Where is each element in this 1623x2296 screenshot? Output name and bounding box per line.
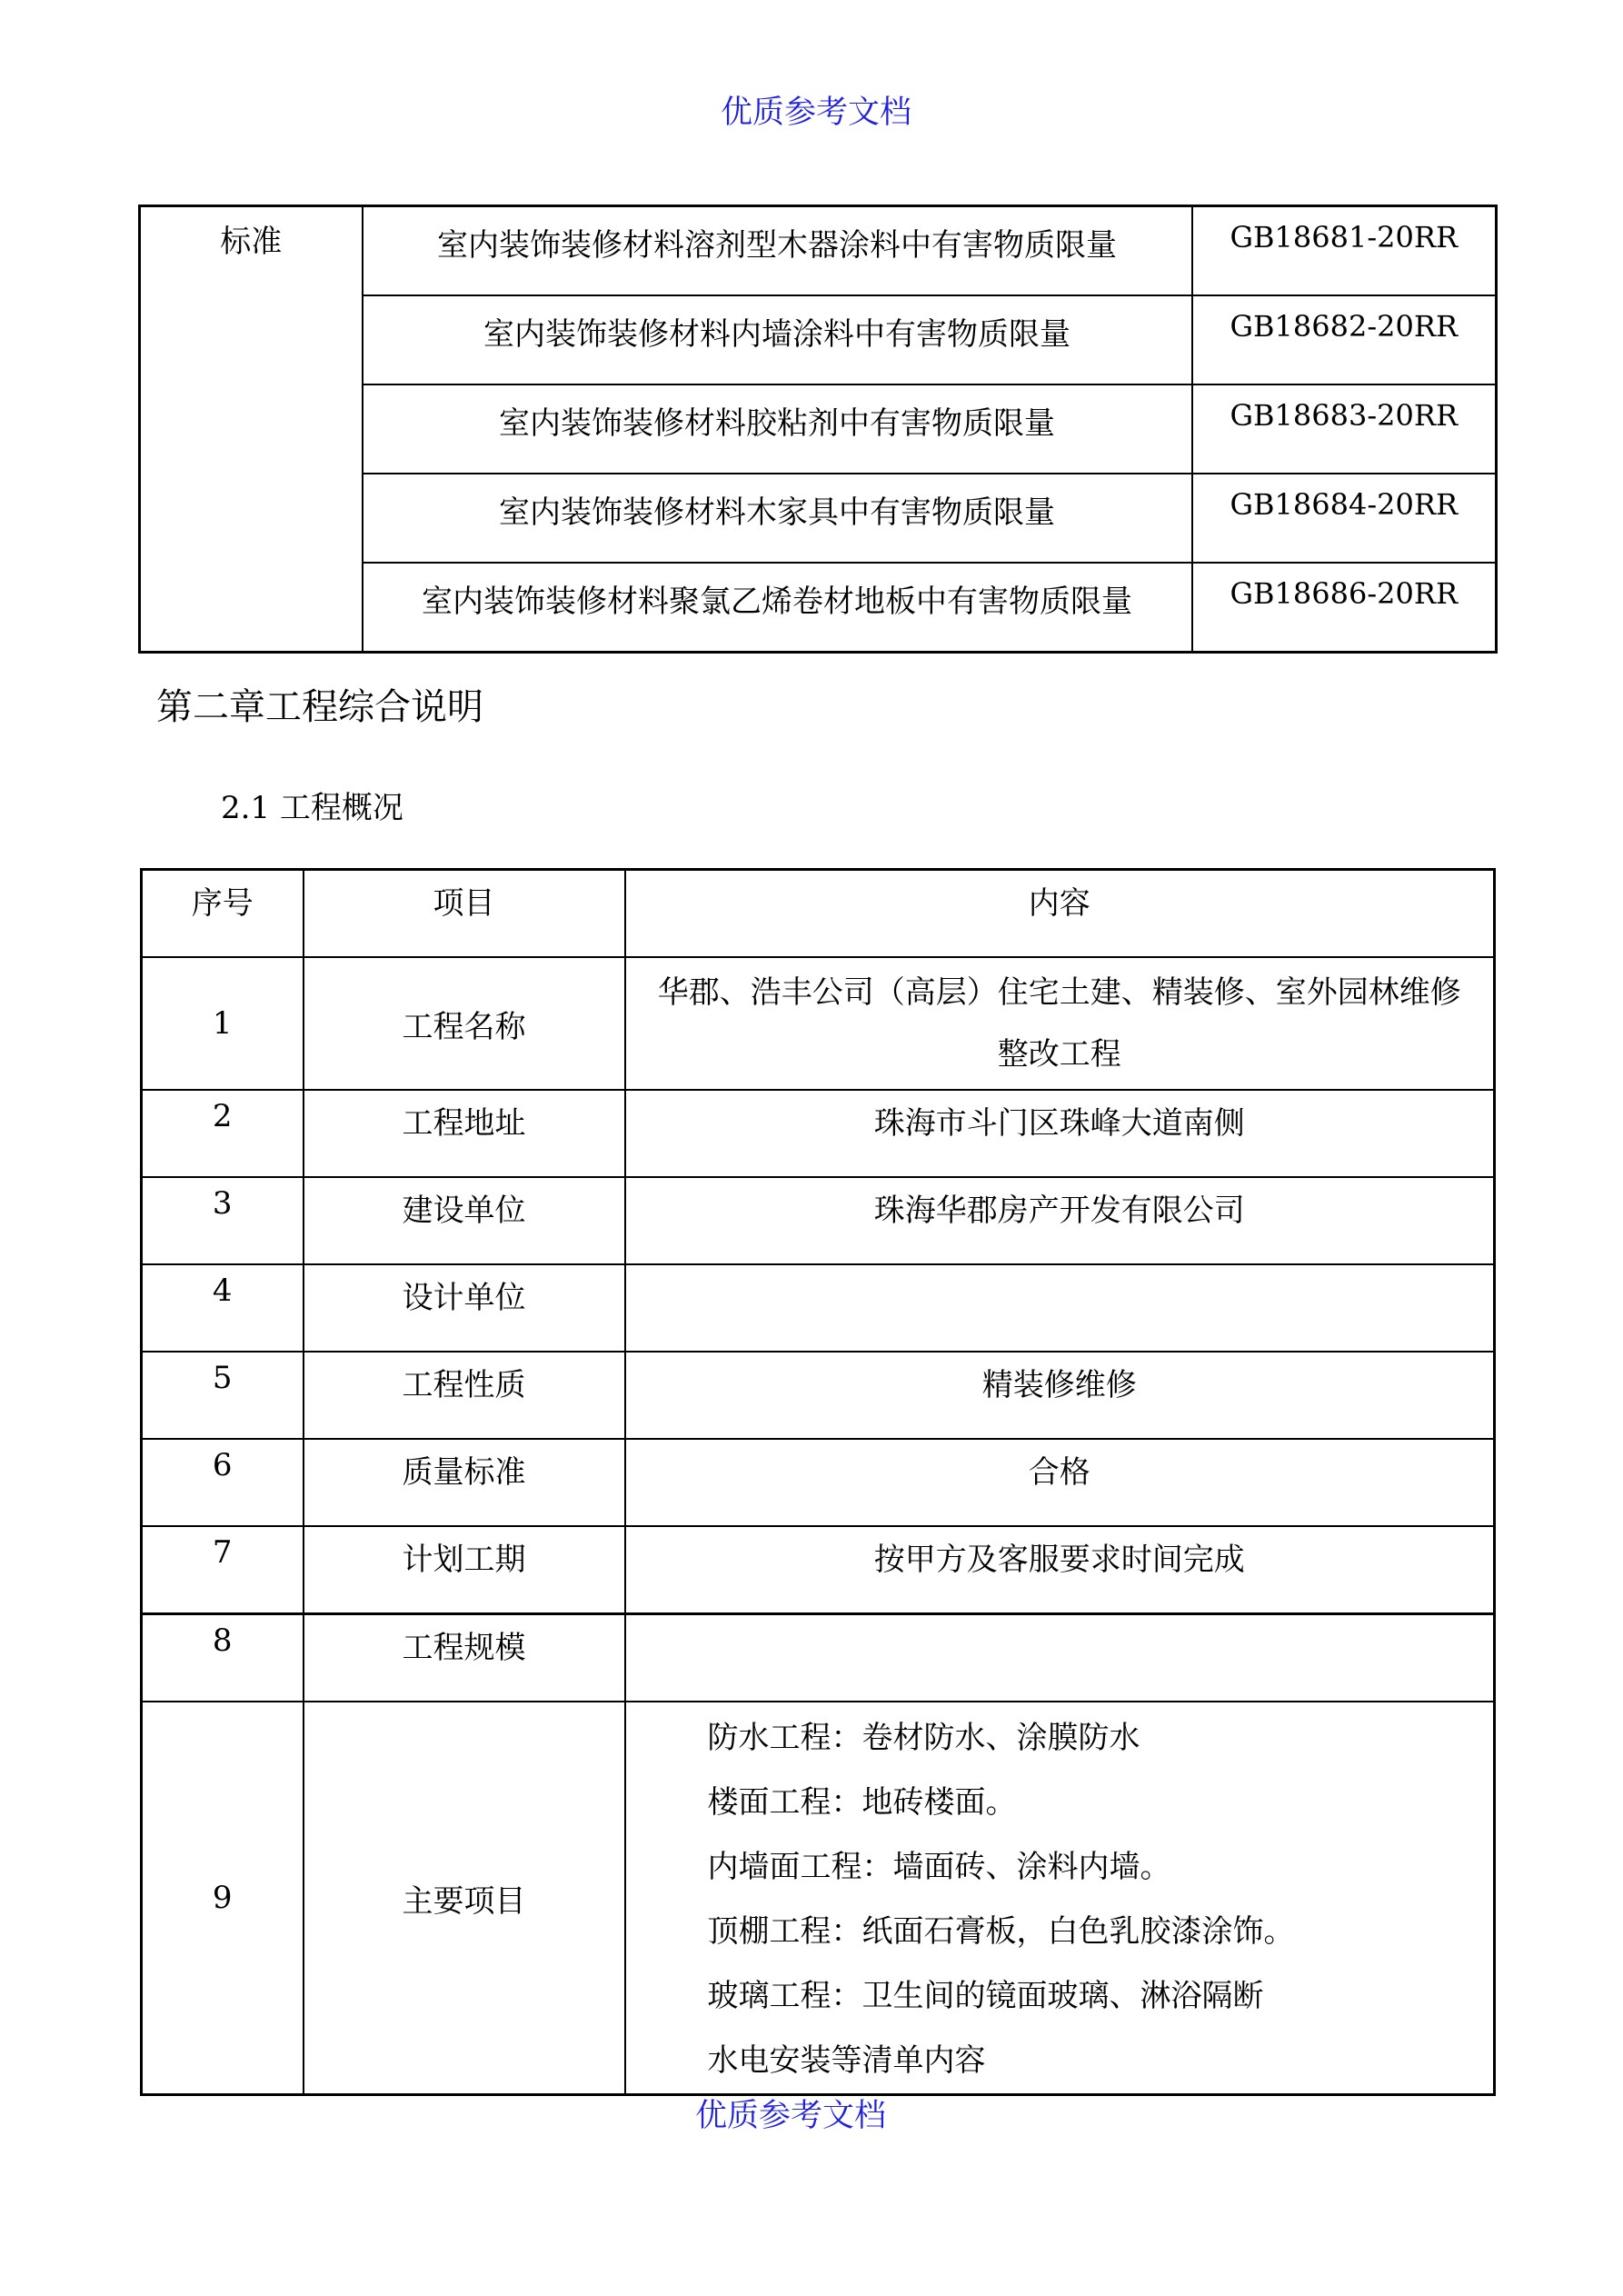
list-item: 楼面工程：地砖楼面。 bbox=[707, 1784, 1017, 1821]
table-header-row bbox=[142, 870, 1495, 958]
standard-name: 室内装饰装修材料内墙涂料中有害物质限量 bbox=[363, 295, 1192, 384]
row-no: 4 bbox=[142, 1264, 304, 1352]
row-no: 3 bbox=[142, 1177, 304, 1264]
row-content bbox=[625, 1264, 1495, 1352]
main-items-list bbox=[625, 1702, 1495, 2095]
standard-name: 室内装饰装修材料木家具中有害物质限量 bbox=[363, 474, 1192, 563]
table-row bbox=[142, 1264, 1495, 1352]
header-item: 项目 bbox=[304, 870, 625, 958]
overview-table bbox=[140, 868, 1496, 2096]
row-item: 设计单位 bbox=[304, 1264, 625, 1352]
table-row bbox=[140, 206, 1497, 296]
list-item: 顶棚工程：纸面石膏板，白色乳胶漆涂饰。 bbox=[707, 1913, 1295, 1950]
row-item: 质量标准 bbox=[304, 1439, 625, 1526]
standard-name: 室内装饰装修材料胶粘剂中有害物质限量 bbox=[363, 384, 1192, 474]
list-item: 玻璃工程：卫生间的镜面玻璃、淋浴隔断 bbox=[707, 1978, 1264, 2014]
row-content: 华郡、浩丰公司（高层）住宅土建、精装修、室外园林维修整改工程 bbox=[625, 957, 1495, 1090]
row-content: 精装修维修 bbox=[625, 1352, 1495, 1439]
row-item: 工程地址 bbox=[304, 1090, 625, 1177]
table-row bbox=[142, 1526, 1495, 1614]
row-content: 按甲方及客服要求时间完成 bbox=[625, 1526, 1495, 1614]
row-content: 合格 bbox=[625, 1439, 1495, 1526]
standard-code: GB18686-20RR bbox=[1192, 563, 1497, 653]
standard-code: GB18683-20RR bbox=[1192, 384, 1497, 474]
table-row bbox=[142, 1614, 1495, 1702]
standard-code: GB18681-20RR bbox=[1192, 206, 1497, 296]
section-title: 2.1 工程概况 bbox=[221, 790, 403, 826]
table-row bbox=[142, 1352, 1495, 1439]
list-item: 防水工程：卷材防水、涂膜防水 bbox=[707, 1720, 1140, 1756]
table-row bbox=[142, 1177, 1495, 1264]
row-item: 工程名称 bbox=[304, 957, 625, 1090]
standard-name: 室内装饰装修材料溶剂型木器涂料中有害物质限量 bbox=[363, 206, 1192, 296]
row-no: 7 bbox=[142, 1526, 304, 1614]
row-item: 工程性质 bbox=[304, 1352, 625, 1439]
row-no: 5 bbox=[142, 1352, 304, 1439]
header-content: 内容 bbox=[625, 870, 1495, 958]
row-item: 工程规模 bbox=[304, 1614, 625, 1702]
footer-watermark: 优质参考文档 bbox=[694, 2098, 886, 2134]
standards-table bbox=[138, 205, 1498, 654]
row-content: 珠海市斗门区珠峰大道南侧 bbox=[625, 1090, 1495, 1177]
row-item: 计划工期 bbox=[304, 1526, 625, 1614]
list-item: 水电安装等清单内容 bbox=[707, 2042, 986, 2079]
row-no: 6 bbox=[142, 1439, 304, 1526]
header-no: 序号 bbox=[142, 870, 304, 958]
table-row bbox=[142, 1439, 1495, 1526]
row-no: 1 bbox=[142, 957, 304, 1090]
table-row bbox=[142, 1090, 1495, 1177]
table-row bbox=[142, 957, 1495, 1090]
row-item: 建设单位 bbox=[304, 1177, 625, 1264]
table-row bbox=[142, 1702, 1495, 2095]
chapter-title: 第二章工程综合说明 bbox=[156, 686, 483, 728]
row-content bbox=[625, 1614, 1495, 1702]
row-item: 主要项目 bbox=[304, 1702, 625, 2095]
header-watermark: 优质参考文档 bbox=[720, 95, 911, 131]
row-no: 2 bbox=[142, 1090, 304, 1177]
standards-category: 标准 bbox=[140, 206, 363, 653]
row-content: 珠海华郡房产开发有限公司 bbox=[625, 1177, 1495, 1264]
row-no: 8 bbox=[142, 1614, 304, 1702]
row-no: 9 bbox=[142, 1702, 304, 2095]
standard-code: GB18684-20RR bbox=[1192, 474, 1497, 563]
standard-code: GB18682-20RR bbox=[1192, 295, 1497, 384]
list-item: 内墙面工程：墙面砖、涂料内墙。 bbox=[707, 1849, 1171, 1885]
standard-name: 室内装饰装修材料聚氯乙烯卷材地板中有害物质限量 bbox=[363, 563, 1192, 653]
